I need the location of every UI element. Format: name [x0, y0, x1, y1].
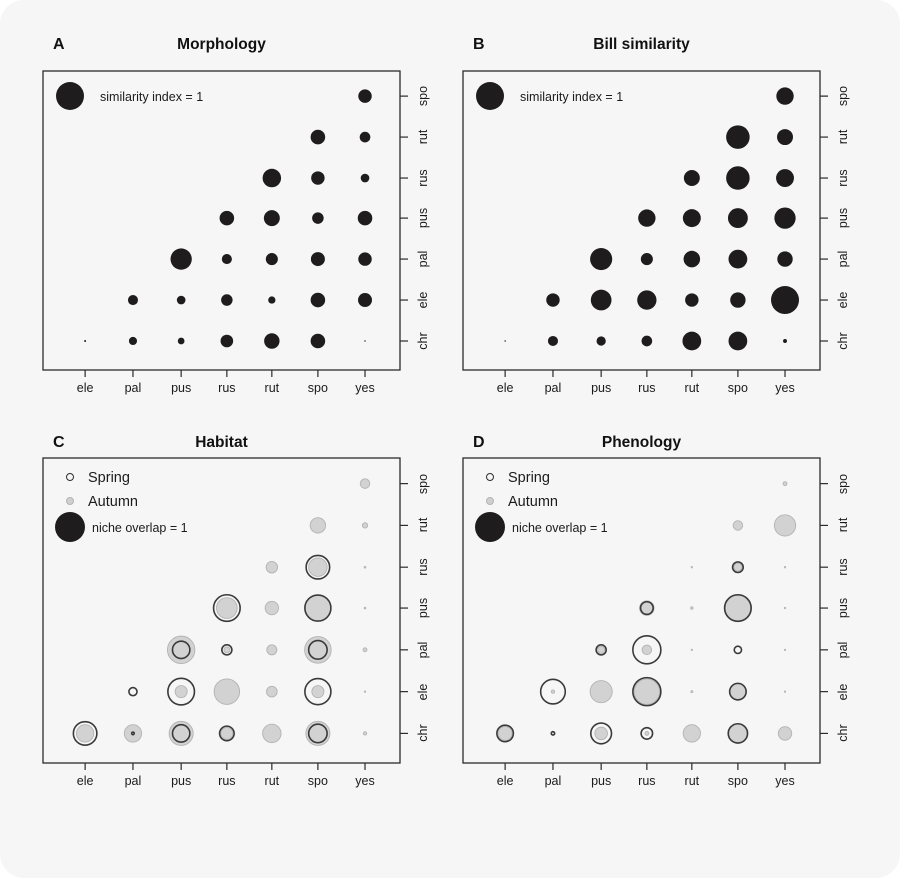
legend-overlap-label: niche overlap = 1	[512, 521, 608, 535]
similarity-bubble-B-ele-spo	[730, 292, 745, 307]
autumn-circle-C-ele-rut	[267, 686, 278, 697]
similarity-bubble-B-pus-spo	[728, 208, 748, 228]
similarity-bubble-B-ele-rut	[685, 293, 698, 306]
y-tick-label: pus	[836, 208, 850, 229]
x-tick-label: pal	[124, 381, 142, 395]
similarity-bubble-A-pus-yes	[358, 211, 373, 226]
similarity-bubble-B-rus-yes	[776, 169, 794, 187]
y-tick-label: ele	[416, 291, 430, 309]
y-tick-label: chr	[836, 332, 850, 350]
similarity-bubble-B-pal-pus	[590, 248, 612, 270]
autumn-circle-C-spo-yes	[360, 479, 370, 489]
autumn-circle-D-chr-rut	[683, 725, 700, 742]
x-tick-label: pal	[544, 381, 562, 395]
x-tick-label: pus	[591, 774, 612, 788]
similarity-bubble-A-pus-rut	[264, 210, 280, 226]
y-tick-label: chr	[416, 724, 430, 743]
similarity-bubble-A-ele-pal	[128, 295, 138, 305]
autumn-circle-C-chr-rus	[221, 727, 233, 739]
legend-spring-label: Spring	[88, 470, 130, 486]
legend-overlap-label: niche overlap = 1	[92, 521, 188, 535]
legend-overlap-bubble-icon	[55, 512, 85, 542]
similarity-bubble-B-ele-rus	[637, 290, 656, 309]
panel-title-bill-similarity: Bill similarity	[593, 36, 690, 53]
y-tick-label: pal	[416, 250, 430, 268]
y-tick-label: rus	[416, 558, 430, 576]
similarity-bubble-A-chr-yes	[364, 340, 365, 341]
y-tick-label: ele	[416, 683, 430, 700]
autumn-circle-C-chr-yes	[363, 732, 366, 735]
similarity-bubble-A-pal-spo	[311, 252, 325, 266]
autumn-circle-C-chr-pal	[124, 725, 141, 742]
x-tick-label: rus	[638, 381, 656, 395]
similarity-bubble-A-pus-spo	[312, 212, 323, 223]
x-tick-label: spo	[307, 774, 328, 788]
panel-letter-c: C	[53, 434, 65, 451]
legend-autumn-label: Autumn	[88, 494, 138, 510]
autumn-circle-C-rus-spo	[309, 558, 327, 576]
legend-autumn-circle-icon	[66, 497, 74, 505]
similarity-bubble-B-chr-rut	[682, 332, 701, 351]
autumn-circle-C-ele-rus	[214, 679, 239, 704]
panel-letter-a: A	[53, 36, 65, 53]
similarity-bubble-A-chr-ele	[84, 340, 86, 342]
autumn-circle-C-ele-pus	[175, 686, 187, 698]
autumn-circle-D-rus-spo	[734, 563, 742, 571]
y-tick-label: rus	[836, 558, 850, 576]
similarity-bubble-B-pal-yes	[777, 251, 792, 266]
y-tick-label: ele	[836, 291, 850, 309]
similarity-bubble-B-pal-rut	[684, 251, 701, 268]
autumn-circle-C-ele-spo	[312, 686, 324, 698]
legend-similarity-bubble-icon	[56, 82, 84, 110]
autumn-circle-D-chr-rus	[645, 731, 649, 735]
autumn-circle-C-pus-rus	[216, 598, 237, 619]
y-tick-label: chr	[836, 724, 850, 743]
autumn-circle-C-pal-rut	[267, 645, 277, 655]
x-tick-label: spo	[307, 381, 328, 395]
y-tick-label: rut	[836, 129, 850, 145]
similarity-bubble-B-rut-spo	[726, 125, 750, 149]
autumn-circle-D-chr-yes	[778, 727, 791, 740]
autumn-circle-D-ele-pus	[590, 681, 612, 703]
x-tick-label: spo	[727, 774, 748, 788]
x-tick-label: pus	[591, 381, 612, 395]
autumn-circle-D-ele-yes	[784, 691, 785, 692]
autumn-circle-D-pal-rut	[691, 649, 692, 650]
similarity-bubble-B-spo-yes	[776, 87, 793, 104]
similarity-bubble-A-rut-yes	[360, 132, 371, 143]
similarity-bubble-B-pus-yes	[774, 207, 795, 228]
x-tick-label: rus	[638, 774, 656, 788]
x-tick-label: spo	[727, 381, 748, 395]
y-tick-label: chr	[416, 332, 430, 350]
similarity-bubble-B-rus-spo	[726, 166, 750, 190]
panel-title-morphology: Morphology	[177, 36, 266, 53]
x-tick-label: pal	[544, 774, 562, 788]
x-tick-label: rus	[218, 381, 236, 395]
x-tick-label: rut	[684, 381, 700, 395]
similarity-bubble-B-ele-pal	[546, 293, 559, 306]
x-tick-label: rut	[264, 381, 280, 395]
y-tick-label: rus	[836, 169, 850, 187]
similarity-bubble-B-chr-yes	[783, 339, 787, 343]
autumn-circle-D-chr-ele	[498, 726, 512, 740]
autumn-circle-C-pal-pus	[167, 636, 194, 663]
autumn-circle-D-rus-yes	[784, 566, 785, 567]
autumn-circle-C-rus-rut	[266, 561, 277, 572]
autumn-circle-D-ele-rut	[691, 691, 693, 693]
similarity-bubble-A-pal-rut	[266, 253, 278, 265]
autumn-circle-C-ele-yes	[364, 691, 365, 692]
autumn-circle-D-pus-rus	[640, 601, 655, 616]
panel-letter-b: B	[473, 36, 485, 53]
x-tick-label: rut	[684, 774, 700, 788]
autumn-circle-C-chr-spo	[306, 721, 330, 745]
similarity-bubble-A-ele-rut	[268, 296, 275, 303]
y-tick-label: ele	[836, 683, 850, 700]
x-tick-label: rus	[218, 774, 236, 788]
legend-similarity-label: similarity index = 1	[100, 90, 204, 104]
panel-letter-d: D	[473, 434, 485, 451]
similarity-bubble-B-pus-rut	[683, 209, 701, 227]
y-tick-label: spo	[416, 473, 430, 494]
similarity-bubble-A-spo-yes	[358, 89, 371, 102]
legend-spring-circle-icon	[486, 473, 494, 481]
y-tick-label: pal	[416, 641, 430, 659]
y-tick-label: spo	[836, 473, 850, 494]
similarity-bubble-B-rut-yes	[777, 129, 793, 145]
autumn-circle-D-ele-pal	[551, 690, 554, 693]
y-tick-label: pus	[836, 597, 850, 619]
similarity-bubble-A-ele-spo	[311, 293, 326, 308]
similarity-bubble-A-rus-rut	[263, 169, 281, 187]
similarity-bubble-A-chr-pal	[129, 337, 137, 345]
x-tick-label: ele	[76, 381, 94, 395]
legend-autumn-label: Autumn	[508, 494, 558, 510]
similarity-bubble-B-pal-spo	[729, 250, 748, 269]
similarity-bubble-A-rus-yes	[361, 174, 370, 183]
autumn-circle-D-rut-yes	[774, 515, 795, 536]
similarity-bubble-B-chr-pal	[548, 336, 558, 346]
autumn-circle-D-pus-rut	[691, 607, 694, 610]
autumn-circle-D-rut-spo	[733, 521, 743, 531]
similarity-bubble-A-chr-rut	[264, 333, 279, 348]
legend-overlap-bubble-icon	[475, 512, 505, 542]
autumn-circle-D-pal-rus	[642, 645, 652, 655]
autumn-circle-C-rut-spo	[310, 518, 325, 533]
autumn-circle-C-pal-rus	[224, 647, 230, 653]
similarity-bubble-B-pus-rus	[638, 209, 655, 226]
autumn-circle-C-rus-yes	[364, 566, 366, 568]
similarity-bubble-A-ele-rus	[221, 294, 232, 305]
legend-spring-circle-icon	[66, 473, 74, 481]
autumn-circle-C-rut-yes	[362, 523, 367, 528]
panel-title-habitat: Habitat	[195, 434, 248, 451]
y-tick-label: rut	[416, 518, 430, 533]
autumn-circle-D-pal-yes	[784, 649, 785, 650]
autumn-circle-D-chr-pus	[595, 727, 608, 740]
similarity-bubble-A-pus-rus	[220, 211, 235, 226]
y-tick-label: spo	[836, 86, 850, 107]
y-tick-label: rus	[416, 169, 430, 187]
autumn-circle-C-pus-yes	[364, 607, 366, 609]
autumn-circle-D-pal-pus	[598, 646, 605, 653]
legend-spring-label: Spring	[508, 470, 550, 486]
similarity-bubble-B-chr-rus	[642, 336, 653, 347]
similarity-bubble-A-pal-yes	[358, 252, 371, 265]
autumn-circle-C-pus-rut	[265, 601, 278, 614]
x-tick-label: ele	[496, 774, 514, 788]
y-tick-label: pal	[836, 641, 850, 659]
similarity-bubble-B-chr-spo	[729, 332, 748, 351]
legend-autumn-circle-icon	[486, 497, 494, 505]
similarity-bubble-A-chr-rus	[221, 335, 234, 348]
panel-title-phenology: Phenology	[601, 434, 682, 451]
similarity-bubble-B-rus-rut	[684, 170, 700, 186]
x-tick-label: yes	[775, 381, 795, 395]
similarity-bubble-A-rut-spo	[311, 130, 326, 145]
spring-circle-D-pal-spo	[734, 646, 741, 653]
legend-similarity-bubble-icon	[476, 82, 504, 110]
similarity-bubble-A-pal-pus	[171, 248, 192, 269]
autumn-circle-D-rus-rut	[691, 566, 692, 567]
spring-circle-D-chr-pal	[551, 732, 554, 735]
x-tick-label: pus	[171, 774, 192, 788]
x-tick-label: ele	[76, 774, 94, 788]
similarity-bubble-B-ele-pus	[591, 290, 612, 311]
spring-circle-C-ele-pal	[129, 688, 137, 696]
x-tick-label: rut	[264, 774, 280, 788]
y-tick-label: rut	[836, 518, 850, 533]
x-tick-label: ele	[496, 381, 514, 395]
similarity-bubble-A-chr-spo	[311, 334, 326, 349]
x-tick-label: yes	[355, 381, 375, 395]
similarity-bubble-B-chr-ele	[504, 340, 505, 341]
similarity-bubble-B-chr-pus	[597, 336, 606, 345]
x-tick-label: pal	[124, 774, 142, 788]
autumn-circle-D-pus-yes	[784, 607, 785, 608]
autumn-circle-C-chr-ele	[76, 725, 93, 742]
similarity-bubble-A-ele-yes	[358, 293, 372, 307]
similarity-bubble-B-pal-rus	[641, 253, 653, 265]
similarity-bubble-A-rus-spo	[311, 171, 324, 184]
similarity-bubble-A-ele-pus	[177, 296, 186, 305]
x-tick-label: yes	[355, 774, 375, 788]
x-tick-label: yes	[775, 774, 795, 788]
y-tick-label: pus	[416, 208, 430, 229]
autumn-circle-D-spo-yes	[783, 482, 787, 486]
y-tick-label: pus	[416, 597, 430, 619]
legend-similarity-label: similarity index = 1	[520, 90, 624, 104]
autumn-circle-C-pal-yes	[363, 648, 367, 652]
similarity-bubble-A-chr-pus	[178, 338, 185, 345]
similarity-bubble-B-ele-yes	[771, 286, 799, 314]
similarity-bubble-A-pal-rus	[222, 254, 232, 264]
autumn-circle-D-ele-rus	[634, 679, 659, 704]
x-tick-label: pus	[171, 381, 192, 395]
y-tick-label: spo	[416, 86, 430, 107]
autumn-circle-C-chr-rut	[263, 724, 281, 742]
y-tick-label: rut	[416, 129, 430, 145]
y-tick-label: pal	[836, 250, 850, 268]
